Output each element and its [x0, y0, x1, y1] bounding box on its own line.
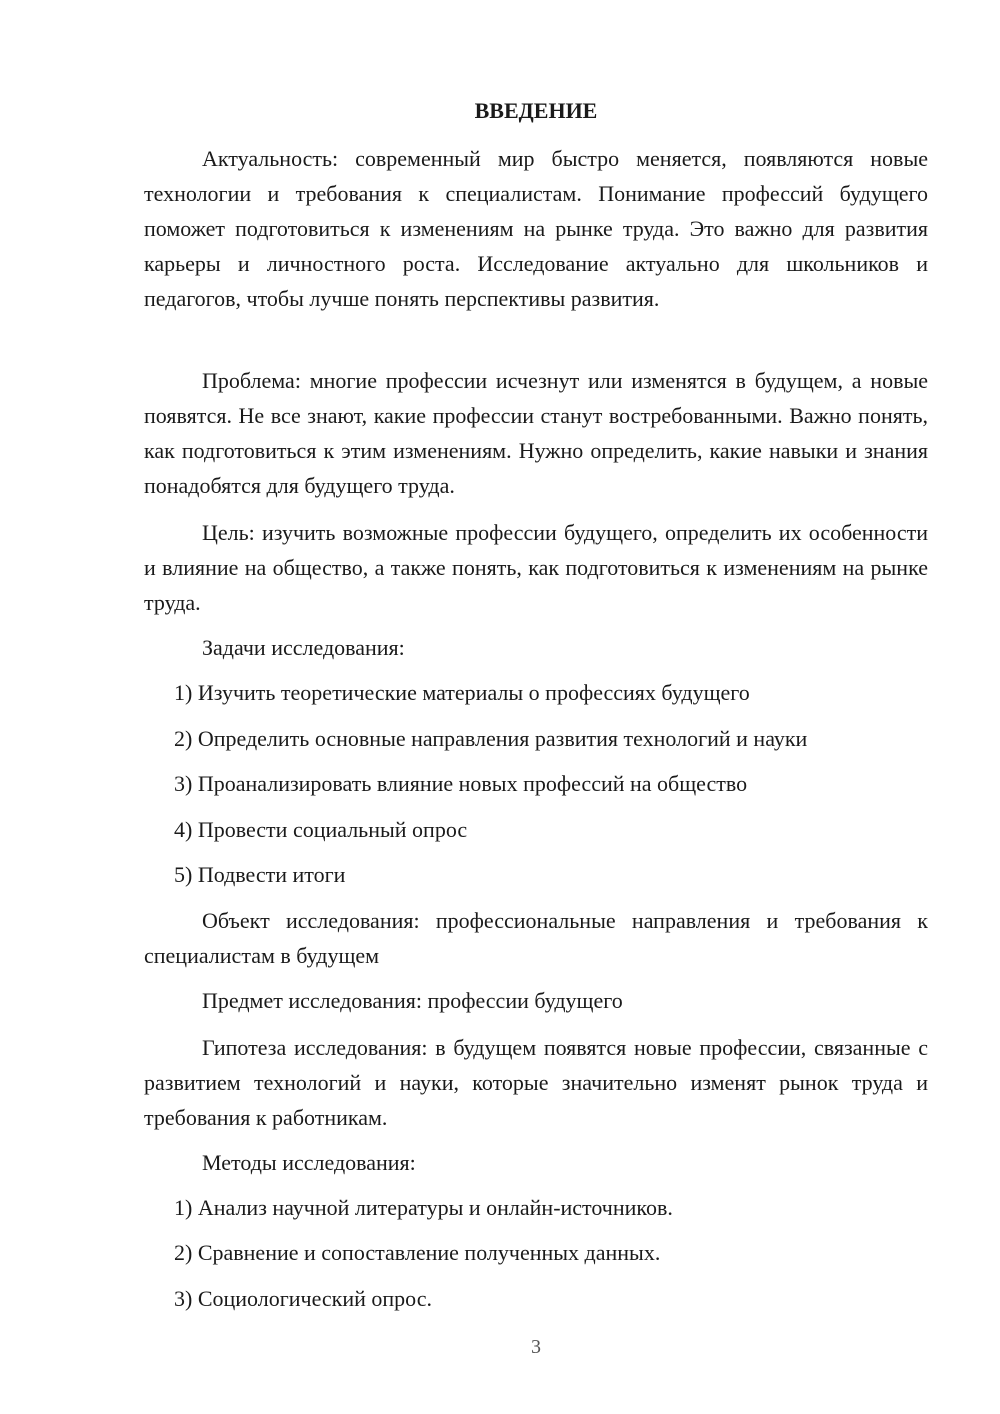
page-number: 3: [531, 1336, 541, 1358]
task-item: 1) Изучить теоретические материалы о профессиях будущего: [174, 680, 750, 705]
method-item: 3) Социологический опрос.: [174, 1286, 432, 1311]
method-item: 1) Анализ научной литературы и онлайн-источников.: [174, 1195, 673, 1220]
task-item: 3) Проанализировать влияние новых профессий на общество: [174, 771, 748, 796]
methods-heading: Методы исследования:: [202, 1150, 416, 1175]
page-title: ВВЕДЕНИЕ: [474, 98, 598, 123]
tasks-heading: Задачи исследования:: [202, 635, 405, 660]
relevance-paragraph: Актуальность: современный мир быстро меняется, появляются новые технологии и требования к специалистам. Понимание профессий будущего поможет подготовиться к изменениям на рынке труда. Это важно для развития карьеры и личностного роста. Исследование актуально для школьников и педагогов, чтобы лучше понять перспективы развития.: [144, 146, 928, 311]
object-paragraph: Объект исследования: профессиональные направления и требования к специалистам в будущем: [144, 908, 928, 968]
task-item: 2) Определить основные направления развития технологий и науки: [174, 726, 808, 751]
task-item: 5) Подвести итоги: [174, 862, 346, 887]
document-page: [144, 0, 928, 1414]
method-item: 2) Сравнение и сопоставление полученных данных.: [174, 1240, 661, 1265]
problem-paragraph: Проблема: многие профессии исчезнут или изменятся в будущем, а новые появятся. Не все знают, какие профессии станут востребованными. Важно понять, как подготовиться к этим изменениям. Нужно определить, какие навыки и знания понадобятся для будущего труда.: [144, 368, 928, 498]
hypothesis-paragraph: Гипотеза исследования: в будущем появятся новые профессии, связанные с развитием технологий и науки, которые значительно изменят рынок труда и требования к работникам.: [144, 1035, 928, 1130]
subject-paragraph: Предмет исследования: профессии будущего: [202, 988, 623, 1013]
task-item: 4) Провести социальный опрос: [174, 817, 468, 842]
goal-paragraph: Цель: изучить возможные профессии будущего, определить их особенности и влияние на общество, а также понять, как подготовиться к изменениям на рынке труда.: [144, 520, 928, 615]
